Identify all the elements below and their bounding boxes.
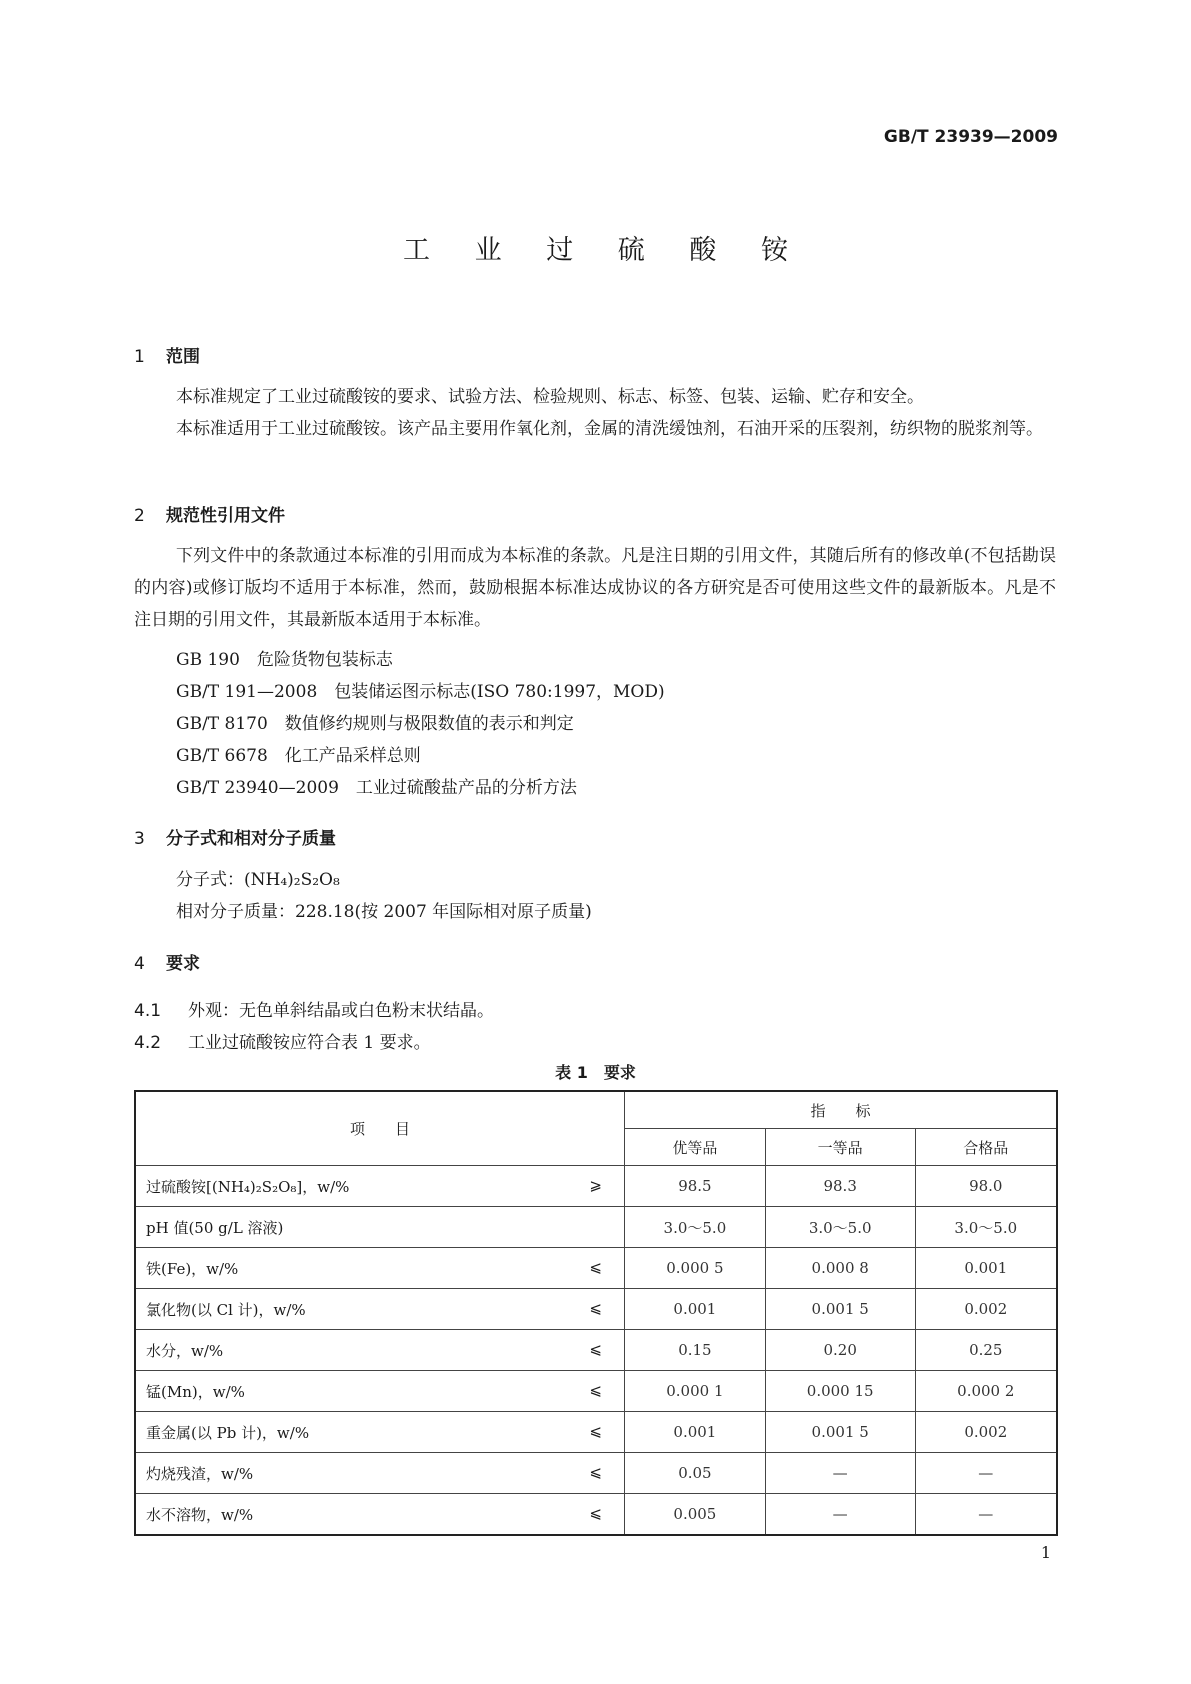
value-cell: 0.25 (915, 1330, 1057, 1371)
header-grade: 合格品 (915, 1129, 1057, 1166)
comparison-symbol: ⩽ (589, 1463, 602, 1481)
clause-text: 工业过硫酸铵应符合表 1 要求。 (188, 1033, 431, 1053)
row-item (135, 1289, 625, 1330)
clause-4-2 (134, 1028, 431, 1053)
molecular-mass: 相对分子质量：228.18(按 2007 年国际相对原子质量) (176, 902, 592, 922)
value-cell: 0.001 (625, 1412, 766, 1453)
comparison-symbol: ⩽ (589, 1299, 602, 1317)
reference-item: GB/T 23940—2009 工业过硫酸盐产品的分析方法 (176, 778, 577, 798)
section-title: 范围 (166, 347, 200, 367)
header-index: 指 标 (625, 1091, 1058, 1129)
item-label: 过硫酸铵[(NH₄)₂S₂O₈]，w/% (146, 1177, 350, 1196)
item-label: 锰(Mn)，w/% (146, 1382, 245, 1401)
comparison-symbol: ⩽ (589, 1422, 602, 1440)
molecular-formula (176, 865, 340, 890)
table-row (135, 1494, 1057, 1536)
table-row (135, 1207, 1057, 1248)
table-row (135, 1248, 1057, 1289)
page-number: 1 (1040, 1543, 1051, 1562)
item-label: 重金属(以 Pb 计)，w/% (146, 1423, 310, 1442)
reference-item: GB/T 8170 数值修约规则与极限数值的表示和判定 (176, 714, 574, 734)
reference-item: GB/T 191—2008 包装储运图示标志(ISO 780:1997，MOD) (176, 682, 665, 702)
value-cell: — (915, 1494, 1057, 1536)
row-item (135, 1330, 625, 1371)
comparison-symbol: ⩽ (589, 1258, 602, 1276)
document-title: 工 业 过 硫 酸 铵 (403, 235, 806, 266)
value-cell: 0.002 (915, 1289, 1057, 1330)
value-cell: 0.000 15 (765, 1371, 915, 1412)
item-label: 铁(Fe)，w/% (146, 1259, 239, 1278)
section-3-heading (134, 824, 336, 849)
formula-value: (NH₄)₂S₂O₈ (244, 870, 340, 890)
section-title: 分子式和相对分子质量 (166, 829, 336, 849)
section-title: 规范性引用文件 (166, 506, 285, 526)
item-label: 灼烧残渣，w/% (146, 1464, 254, 1483)
value-cell: 0.000 8 (765, 1248, 915, 1289)
value-cell: 0.000 2 (915, 1371, 1057, 1412)
value-cell: 3.0～5.0 (625, 1207, 766, 1248)
table-row (135, 1166, 1057, 1207)
value-cell: 0.001 5 (765, 1412, 915, 1453)
section-number: 4 (134, 954, 145, 974)
table-row (135, 1371, 1057, 1412)
reference-item: GB/T 6678 化工产品采样总则 (176, 746, 421, 766)
value-cell: 0.005 (625, 1494, 766, 1536)
value-cell: 3.0～5.0 (765, 1207, 915, 1248)
value-cell: 3.0～5.0 (915, 1207, 1057, 1248)
comparison-symbol: ⩽ (589, 1381, 602, 1399)
section-1-heading (134, 342, 200, 367)
value-cell: 0.002 (915, 1412, 1057, 1453)
value-cell: — (765, 1494, 915, 1536)
table-row (135, 1289, 1057, 1330)
row-item (135, 1166, 625, 1207)
item-label: 氯化物(以 Cl 计)，w/% (146, 1300, 306, 1319)
section-number: 1 (134, 347, 145, 367)
table-row (135, 1412, 1057, 1453)
comparison-symbol: ⩾ (589, 1176, 602, 1194)
value-cell: 0.001 (625, 1289, 766, 1330)
section-title: 要求 (166, 954, 200, 974)
value-cell: 98.3 (765, 1166, 915, 1207)
item-label: 水不溶物，w/% (146, 1505, 254, 1524)
value-cell: 0.000 1 (625, 1371, 766, 1412)
value-cell: 0.001 (915, 1248, 1057, 1289)
row-item (135, 1494, 625, 1536)
section-2-heading (134, 501, 285, 526)
table-caption: 表 1 要求 (555, 1063, 636, 1082)
section-1-paragraph-2: 本标准适用于工业过硫酸铵。该产品主要用作氧化剂，金属的清洗缓蚀剂，石油开采的压裂剂，纺织物的脱浆剂等。 (176, 419, 1043, 439)
requirements-table (134, 1090, 1058, 1536)
value-cell: 0.15 (625, 1330, 766, 1371)
header-grade: 优等品 (625, 1129, 766, 1166)
clause-text: 外观：无色单斜结晶或白色粉末状结晶。 (188, 1001, 494, 1021)
clause-number: 4.2 (134, 1033, 162, 1053)
row-item (135, 1412, 625, 1453)
header-grade: 一等品 (765, 1129, 915, 1166)
row-item (135, 1207, 625, 1248)
table-row (135, 1330, 1057, 1371)
header-item: 项 目 (135, 1091, 625, 1166)
row-item (135, 1453, 625, 1494)
clause-4-1 (134, 996, 494, 1021)
item-label: 水分，w/% (146, 1341, 224, 1360)
section-number: 2 (134, 506, 145, 526)
section-1-paragraph-1: 本标准规定了工业过硫酸铵的要求、试验方法、检验规则、标志、标签、包装、运输、贮存和安全。 (176, 387, 924, 407)
comparison-symbol: ⩽ (589, 1504, 602, 1522)
value-cell: 0.001 5 (765, 1289, 915, 1330)
comparison-symbol: ⩽ (589, 1340, 602, 1358)
table-row (135, 1453, 1057, 1494)
item-label: pH 值(50 g/L 溶液) (146, 1218, 284, 1237)
formula-label: 分子式： (176, 870, 244, 890)
row-item (135, 1248, 625, 1289)
value-cell: 0.05 (625, 1453, 766, 1494)
row-item (135, 1371, 625, 1412)
value-cell: — (765, 1453, 915, 1494)
section-2-intro: 下列文件中的条款通过本标准的引用而成为本标准的条款。凡是注日期的引用文件，其随后所有的修改单(不包括勘误的内容)或修订版均不适用于本标准，然而，鼓励根据本标准达成协议的各方研究是否可使用这些文件的最新版本。凡是不注日期的引用文件，其最新版本适用于本标准。 (134, 546, 1056, 630)
value-cell: 0.20 (765, 1330, 915, 1371)
value-cell: — (915, 1453, 1057, 1494)
section-number: 3 (134, 829, 145, 849)
value-cell: 0.000 5 (625, 1248, 766, 1289)
clause-number: 4.1 (134, 1001, 162, 1021)
section-4-heading (134, 949, 200, 974)
value-cell: 98.0 (915, 1166, 1057, 1207)
reference-item: GB 190 危险货物包装标志 (176, 650, 393, 670)
value-cell: 98.5 (625, 1166, 766, 1207)
standard-code: GB/T 23939—2009 (883, 127, 1058, 147)
